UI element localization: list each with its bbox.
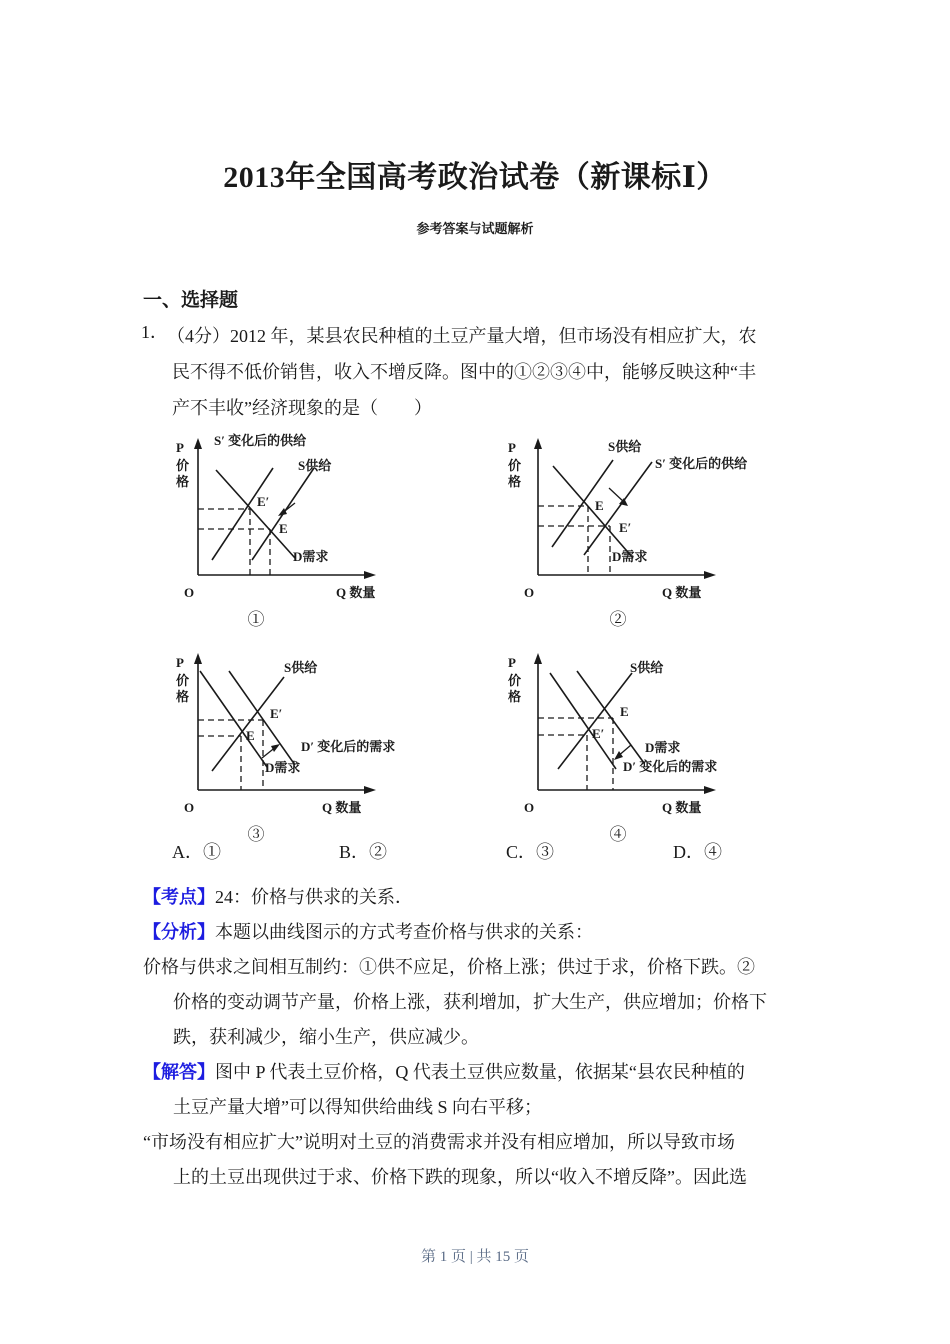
label-s-prime-supply: S′ 变化后的供给 xyxy=(214,433,307,448)
curve-d-prime xyxy=(550,673,616,769)
label-e-prime: E′ xyxy=(257,494,270,509)
label-s-supply: S供给 xyxy=(608,439,642,454)
label-e-prime: E′ xyxy=(619,520,632,535)
jieda-paragraph xyxy=(143,1055,833,1195)
jieda-line-1 xyxy=(143,1055,833,1090)
jieda-line-2: 土豆产量大增”可以得知供给曲线 S 向右平移； xyxy=(173,1097,542,1117)
fenxi-paragraph xyxy=(143,915,833,1055)
origin-label: O xyxy=(524,585,535,600)
q-axis-arrow-icon xyxy=(704,571,716,579)
label-d-prime-demand: D′ 变化后的需求 xyxy=(301,739,396,754)
option-d[interactable]: D．④ xyxy=(673,842,722,862)
label-d-demand: D需求 xyxy=(293,549,329,564)
fenxi-line-3: 跌，获利减少，缩小生产，供应减少。 xyxy=(173,1027,479,1047)
section-heading: 一、选择题 xyxy=(143,290,239,311)
curve-s xyxy=(212,677,284,771)
label-d-prime-demand: D′ 变化后的需求 xyxy=(623,759,718,774)
kaodian-line xyxy=(143,880,833,915)
kaodian-paragraph xyxy=(143,880,833,915)
figure-3 xyxy=(140,645,470,844)
question-line-1: （4分）2012 年，某县农民种植的土豆产量大增，但市场没有相应扩大，农 xyxy=(167,326,757,346)
jieda-line-3: “市场没有相应扩大”说明对土豆的消费需求并没有相应增加，所以导致市场 xyxy=(143,1132,735,1152)
option-b[interactable]: B．② xyxy=(339,842,388,862)
figure-3-caption: ③ xyxy=(247,825,265,844)
figure-2 xyxy=(480,430,810,629)
figure-1-caption: ① xyxy=(247,610,265,629)
fenxi-line-2: 价格的变动调节产量，价格上涨，获利增加，扩大生产，供应增加；价格下 xyxy=(173,992,767,1012)
fenxi-line xyxy=(143,915,833,950)
option-a[interactable]: A．① xyxy=(172,842,221,862)
page-title: 2013年全国高考政治试卷（新课标Ⅰ） xyxy=(223,161,727,194)
figure-1 xyxy=(140,430,470,629)
label-s-supply: S供给 xyxy=(284,660,318,675)
question-number: 1． xyxy=(141,322,168,342)
label-s-prime-supply: S′ 变化后的供给 xyxy=(655,456,748,471)
axis-p-word-1: 价 xyxy=(508,458,522,473)
jieda-text-1: 图中 P 代表土豆价格，Q 代表土豆供应数量，依据某“县农民种植的 xyxy=(215,1062,745,1082)
axis-p-word-2: 格 xyxy=(176,689,190,704)
curve-d xyxy=(553,466,633,558)
q-axis-arrow-icon xyxy=(364,786,376,794)
label-e-prime: E′ xyxy=(270,706,283,721)
question-text xyxy=(167,318,832,426)
origin-label: O xyxy=(184,585,195,600)
figure-4 xyxy=(480,645,810,844)
p-axis-arrow-icon xyxy=(534,438,542,449)
axis-q-label: Q 数量 xyxy=(662,585,702,600)
p-axis-arrow-icon xyxy=(534,653,542,664)
figure-4-svg xyxy=(480,645,810,820)
curve-s xyxy=(552,460,613,547)
axis-p-word-1: 价 xyxy=(176,673,190,688)
jieda-tag: 【解答】 xyxy=(143,1062,215,1082)
figure-4-caption: ④ xyxy=(609,825,627,844)
label-e: E xyxy=(279,521,288,536)
curve-s-prime xyxy=(212,468,273,560)
question-line-3: 产不丰收”经济现象的是（ ） xyxy=(172,398,432,418)
option-c[interactable]: C．③ xyxy=(506,842,555,862)
figure-group xyxy=(0,430,950,844)
label-e-prime: E′ xyxy=(592,726,605,741)
label-d-demand: D需求 xyxy=(265,760,301,775)
origin-label: O xyxy=(524,800,535,815)
curve-d-prime xyxy=(229,671,295,765)
label-e: E xyxy=(620,704,629,719)
axis-q-label: Q 数量 xyxy=(322,800,362,815)
label-d-demand: D需求 xyxy=(645,740,681,755)
axis-p-word-2: 格 xyxy=(176,474,190,489)
q-axis-arrow-icon xyxy=(364,571,376,579)
kaodian-tag: 【考点】 xyxy=(143,887,215,907)
p-axis-arrow-icon xyxy=(194,653,202,664)
figure-3-svg xyxy=(140,645,470,820)
axis-q-label: Q 数量 xyxy=(662,800,702,815)
page-subtitle: 参考答案与试题解析 xyxy=(416,221,534,236)
fenxi-tag: 【分析】 xyxy=(143,922,215,942)
axis-p-letter: P xyxy=(508,440,516,455)
axis-p-letter: P xyxy=(508,655,516,670)
kaodian-text: 24：价格与供求的关系． xyxy=(215,887,413,907)
q-axis-arrow-icon xyxy=(704,786,716,794)
axis-p-word-1: 价 xyxy=(176,458,190,473)
jieda-line-4: 上的土豆出现供过于求、价格下跌的现象，所以“收入不增反降”。因此选 xyxy=(173,1167,747,1187)
figure-2-svg xyxy=(480,430,810,605)
label-e: E xyxy=(246,728,255,743)
axis-q-label: Q 数量 xyxy=(336,585,376,600)
curve-d xyxy=(200,671,267,767)
origin-label: O xyxy=(184,800,195,815)
page-footer: 第 1 页 | 共 15 页 xyxy=(420,1249,529,1265)
shift-arrow-head-icon xyxy=(271,744,280,752)
fenxi-line-1: 价格与供求之间相互制约：①供不应足，价格上涨；供过于求，价格下跌。② xyxy=(143,957,755,977)
label-s-supply: S供给 xyxy=(298,458,332,473)
analysis-block xyxy=(143,880,833,1195)
p-axis-arrow-icon xyxy=(194,438,202,449)
axis-p-word-2: 格 xyxy=(508,474,522,489)
figure-1-svg xyxy=(140,430,470,605)
axis-p-word-1: 价 xyxy=(508,673,522,688)
label-s-supply: S供给 xyxy=(630,660,664,675)
question-line-2: 民不得不低价销售，收入不增反降。图中的①②③④中，能够反映这种“丰 xyxy=(172,362,756,382)
axis-p-letter: P xyxy=(176,655,184,670)
fenxi-text: 本题以曲线图示的方式考查价格与供求的关系： xyxy=(215,922,593,942)
label-d-demand: D需求 xyxy=(612,549,648,564)
figure-2-caption: ② xyxy=(609,610,627,629)
label-e: E xyxy=(595,498,604,513)
axis-p-word-2: 格 xyxy=(508,689,522,704)
axis-p-letter: P xyxy=(176,440,184,455)
